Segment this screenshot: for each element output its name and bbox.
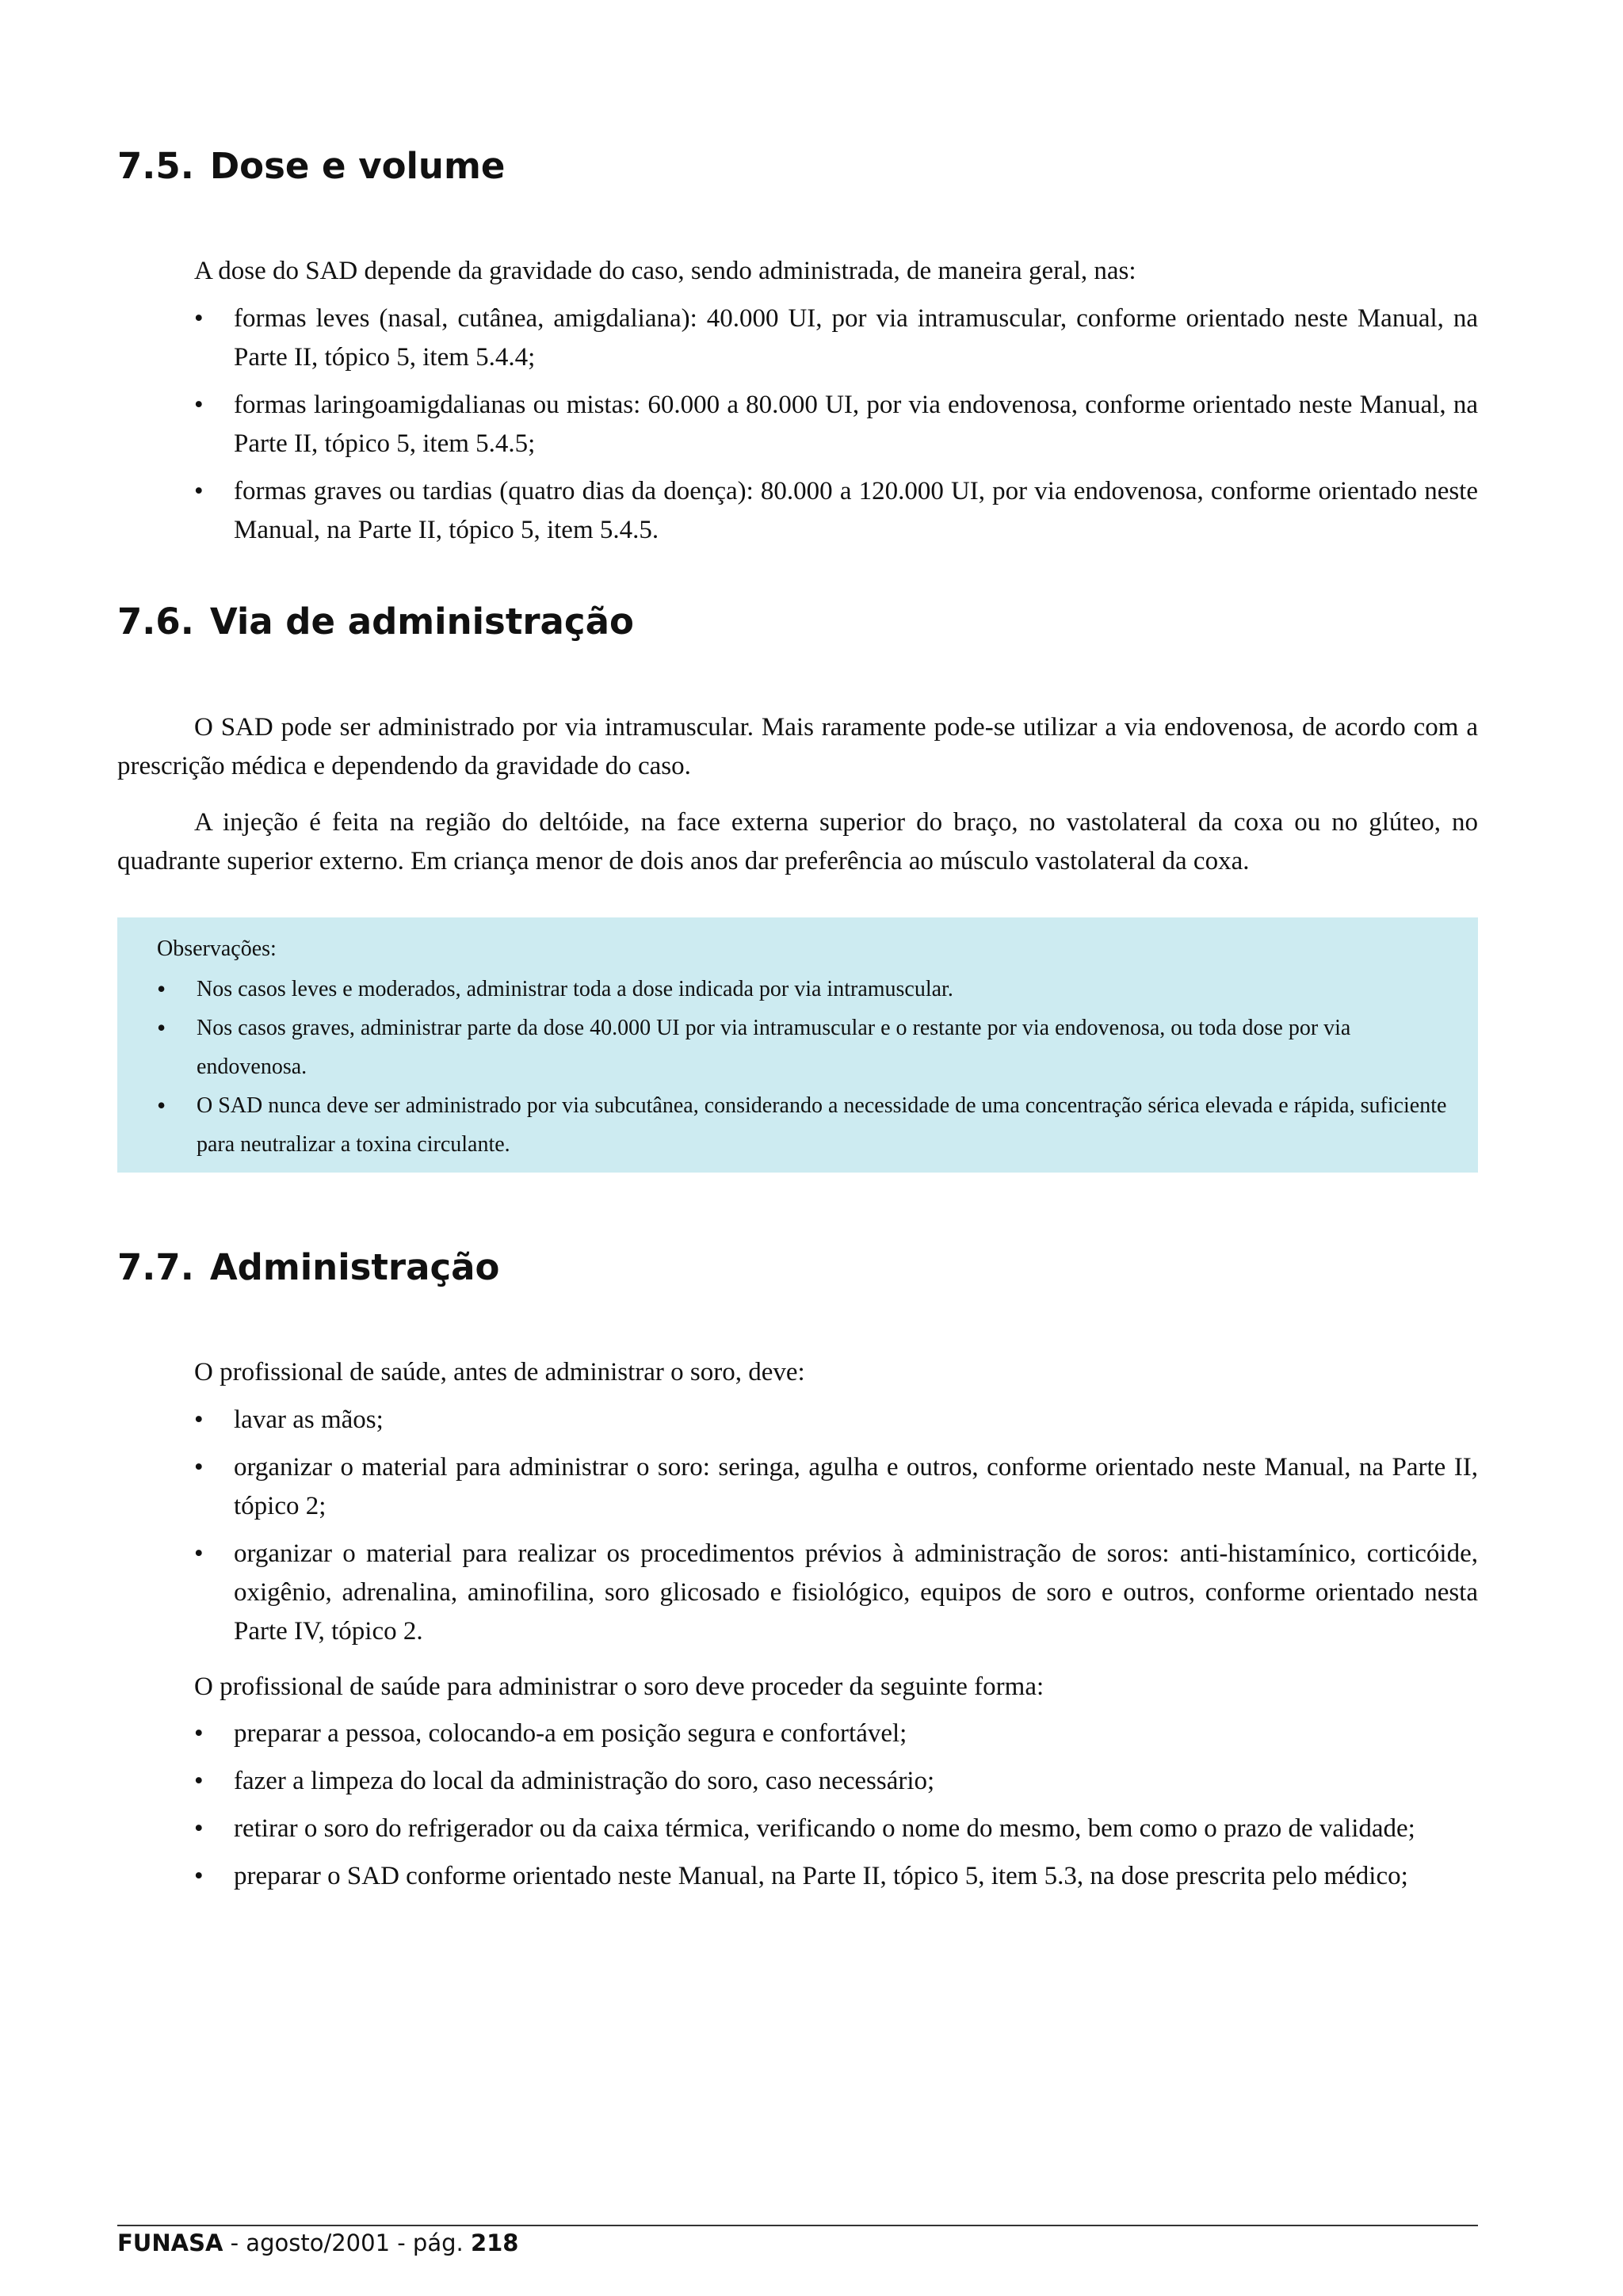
bullet-icon: • <box>194 304 204 333</box>
bullet-icon: • <box>194 1767 204 1795</box>
bullet-icon: • <box>194 1814 204 1843</box>
page-footer <box>117 2229 519 2256</box>
bullet-icon: • <box>194 1405 204 1434</box>
list-item: • Nos casos graves, administrar parte da dose 40.000 UI por via intramuscular e o restante por via endovenosa, ou toda dose por via endovenosa. <box>157 1009 1457 1086</box>
section-7-7-heading <box>117 1246 499 1288</box>
list-item: • lavar as mãos; <box>194 1401 1478 1440</box>
observations-list <box>157 970 1457 1164</box>
section-7-6-paragraph-2: A injeção é feita na região do deltóide, na face externa superior do braço, no vastolateral da coxa ou no glúteo, no quadrante superior externo. Em criança menor de dois anos dar preferência ao músculo vastolateral da coxa. <box>117 808 1478 875</box>
section-7-7-intro-1: O profissional de saúde, antes de administrar o soro, deve: <box>194 1358 805 1386</box>
observations-box <box>117 917 1478 1173</box>
observations-title: Observações: <box>157 936 277 961</box>
list-item: • formas graves ou tardias (quatro dias da doença): 80.000 a 120.000 UI, por via endovenosa, conforme orientado neste Manual, na Parte II, tópico 5, item 5.4.5. <box>194 472 1478 550</box>
footer-brand: FUNASA <box>117 2229 223 2256</box>
bullet-icon: • <box>157 974 166 1003</box>
list-item: • Nos casos leves e moderados, administrar toda a dose indicada por via intramuscular. <box>157 970 1457 1009</box>
section-7-6-heading <box>117 601 634 643</box>
list-item: • organizar o material para realizar os procedimentos prévios à administração de soros: anti-histamínico, corticóide, oxigênio, adrenalina, aminofilina, soro glicosado e fisiológico, equipos de soro e outros, conforme orientado nesta Parte IV, tópico 2. <box>194 1535 1478 1651</box>
section-number: 7.5. <box>117 145 194 187</box>
list-item: • preparar o SAD conforme orientado neste Manual, na Parte II, tópico 5, item 5.3, na dose prescrita pelo médico; <box>194 1857 1478 1896</box>
section-7-5-intro: A dose do SAD depende da gravidade do caso, sendo administrada, de maneira geral, nas: <box>194 257 1136 285</box>
list-item: • formas laringoamigdalianas ou mistas: 60.000 a 80.000 UI, por via endovenosa, conforme orientado neste Manual, na Parte II, tópico 5, item 5.4.5; <box>194 386 1478 463</box>
bullet-icon: • <box>194 1453 204 1482</box>
page-number: 218 <box>470 2229 519 2256</box>
bullet-icon: • <box>157 1091 166 1119</box>
section-title: Dose e volume <box>209 145 506 187</box>
list-item: • retirar o soro do refrigerador ou da caixa térmica, verificando o nome do mesmo, bem como o prazo de validade; <box>194 1810 1478 1848</box>
section-7-5-bullet-list <box>194 299 1478 559</box>
section-number: 7.6. <box>117 601 194 643</box>
bullet-icon: • <box>194 1862 204 1890</box>
section-7-7-bullet-list-2 <box>194 1714 1478 1905</box>
section-7-7-intro-2: O profissional de saúde para administrar o soro deve proceder da seguinte forma: <box>194 1672 1044 1701</box>
list-item: • preparar a pessoa, colocando-a em posição segura e confortável; <box>194 1714 1478 1753</box>
footer-date: - agosto/2001 - pág. <box>223 2229 471 2256</box>
section-title: Administração <box>209 1246 500 1288</box>
list-item: • organizar o material para administrar o soro: seringa, agulha e outros, conforme orientado neste Manual, na Parte II, tópico 2; <box>194 1448 1478 1526</box>
section-title: Via de administração <box>209 601 634 643</box>
list-item: • fazer a limpeza do local da administração do soro, caso necessário; <box>194 1762 1478 1801</box>
bullet-icon: • <box>157 1013 166 1042</box>
list-item: • O SAD nunca deve ser administrado por via subcutânea, considerando a necessidade de uma concentração sérica elevada e rápida, suficiente para neutralizar a toxina circulante. <box>157 1086 1457 1164</box>
bullet-icon: • <box>194 477 204 505</box>
bullet-icon: • <box>194 1719 204 1748</box>
bullet-icon: • <box>194 1539 204 1568</box>
bullet-icon: • <box>194 391 204 419</box>
section-7-5-heading <box>117 145 505 187</box>
list-item: • formas leves (nasal, cutânea, amigdaliana): 40.000 UI, por via intramuscular, conforme orientado neste Manual, na Parte II, tópico 5, item 5.4.4; <box>194 299 1478 377</box>
section-number: 7.7. <box>117 1246 194 1288</box>
footer-rule <box>117 2225 1478 2226</box>
section-7-7-bullet-list-1 <box>194 1401 1478 1660</box>
section-7-6-paragraph-1: O SAD pode ser administrado por via intramuscular. Mais raramente pode-se utilizar a via endovenosa, de acordo com a prescrição médica e dependendo da gravidade do caso. <box>117 713 1478 780</box>
